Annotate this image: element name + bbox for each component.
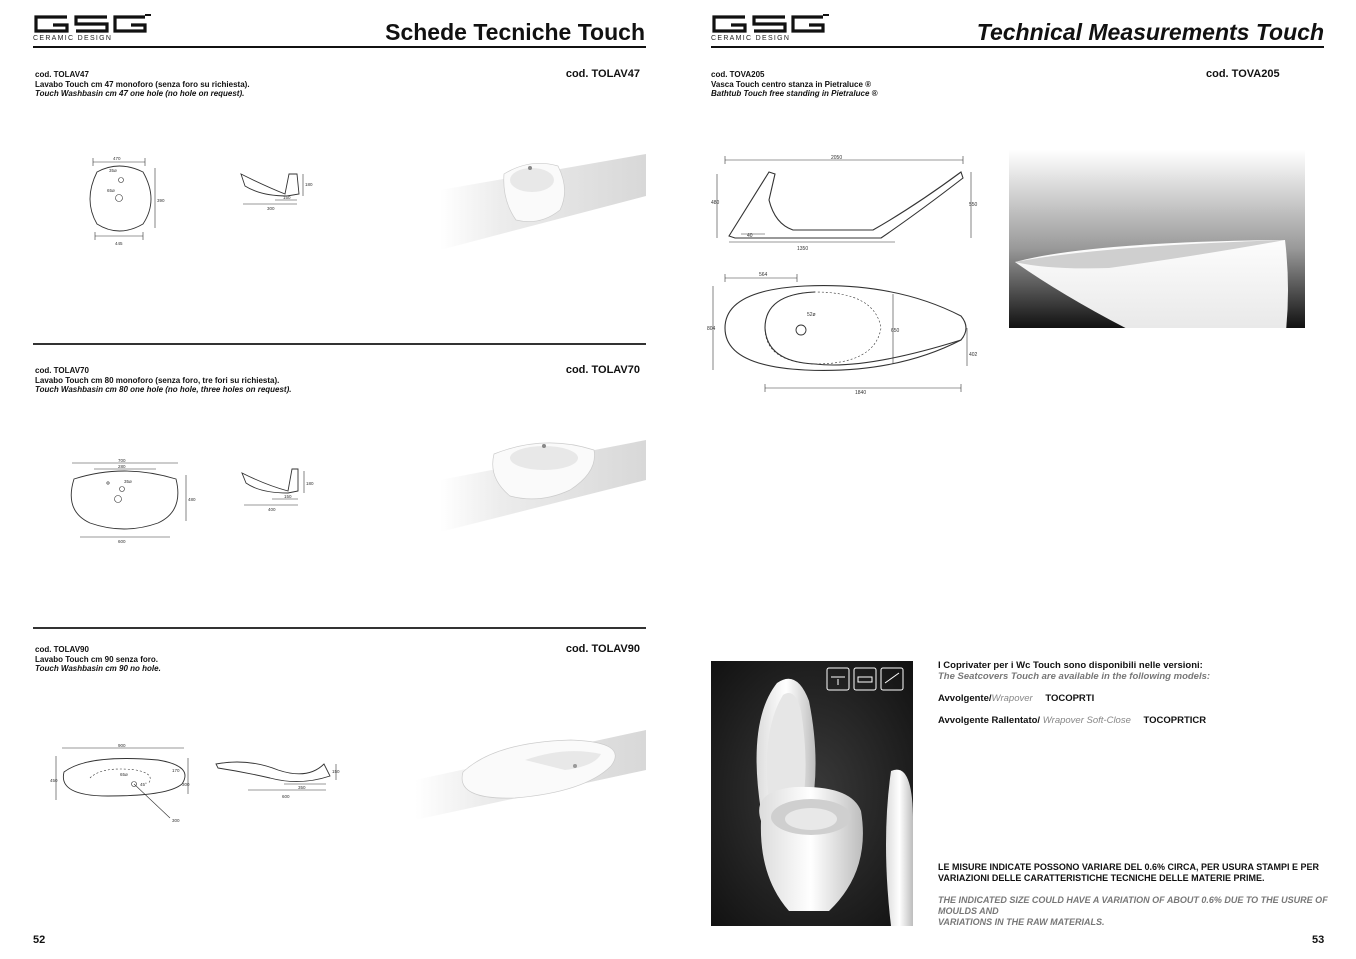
dim-top-w: 564 <box>759 272 768 278</box>
option-label-en: Wrapover <box>991 693 1033 704</box>
dim-r1: 170 <box>172 768 180 773</box>
page-title-right: Technical Measurements Touch <box>976 19 1324 45</box>
brand-tagline: CERAMIC DESIGN <box>711 35 791 42</box>
dim-top: 470 <box>113 156 121 161</box>
product-desc-en: Bathtub Touch free standing in Pietraluce ® <box>711 89 878 98</box>
option-label-en: Wrapover Soft-Close <box>1042 715 1131 726</box>
option-code: TOCOPRTI <box>1045 693 1095 704</box>
photo-tolav90 <box>415 720 646 820</box>
dim-side-w2: 400 <box>268 507 276 512</box>
page-title-left: Schede Tecniche Touch <box>385 19 645 45</box>
product-code: cod. TOLAV90 <box>35 645 89 654</box>
seatcover-info <box>938 660 1328 726</box>
dim-h-left: 480 <box>711 200 720 206</box>
dim-side-w1: 150 <box>283 195 291 200</box>
dim-side-w2: 300 <box>267 206 275 211</box>
dim-diag: 300 <box>172 818 180 823</box>
dim-top: 700 <box>118 458 126 463</box>
dim-height: 390 <box>157 198 165 203</box>
photo-tolav47 <box>440 150 646 250</box>
product-info-tova205 <box>711 70 878 99</box>
dim-top2: 280 <box>118 464 126 469</box>
disclaimer-it: LE MISURE INDICATE POSSONO VARIARE DEL 0.6% CIRCA, PER USURA STAMPI E PER VARIAZIONI DELLE CARATTERISTICHE TECNICHE DELLE MATERIE PRIME. <box>938 862 1320 883</box>
product-code-right: cod. TOLAV70 <box>565 364 640 376</box>
drawing-tolav47 <box>75 150 335 250</box>
dim-height: 480 <box>188 497 196 502</box>
product-info-tolav47 <box>35 70 250 99</box>
header-rule-left <box>33 46 646 48</box>
option-label-it: Avvolgente/ <box>938 693 992 704</box>
dim-width: 804 <box>707 326 716 332</box>
product-info-tolav70 <box>35 366 291 395</box>
product-code: cod. TOVA205 <box>711 70 765 79</box>
product-desc-it: Lavabo Touch cm 80 monoforo (senza foro, tre fori su richiesta). <box>35 375 280 385</box>
product-desc-it: Lavabo Touch cm 90 senza foro. <box>35 654 158 664</box>
dim-r2: 300 <box>182 782 190 787</box>
dim-left: 450 <box>50 778 58 783</box>
product-info-tolav90 <box>35 645 161 674</box>
dim-bottom: 600 <box>118 539 126 544</box>
product-desc-it: Vasca Touch centro stanza in Pietraluce ® <box>711 79 872 89</box>
drawing-tolav90 <box>48 742 348 824</box>
photo-tova205 <box>1009 150 1305 328</box>
dim-drain: 52ø <box>807 312 816 318</box>
product-desc-it: Lavabo Touch cm 47 monoforo (senza foro su richiesta). <box>35 79 250 89</box>
drawing-tova205 <box>705 150 985 400</box>
product-code: cod. TOLAV70 <box>35 366 89 375</box>
product-code-right: cod. TOVA205 <box>1206 68 1280 80</box>
dim-foot: 40 <box>747 233 753 239</box>
dim-length: 2050 <box>831 155 843 161</box>
dim-bottom: 445 <box>115 241 123 246</box>
dim-side-h: 180 <box>306 481 314 486</box>
brand-tagline: CERAMIC DESIGN <box>33 35 113 42</box>
dim-side-w1: 350 <box>298 785 306 790</box>
dim-hole: 65ø <box>120 772 128 777</box>
photo-seatcover <box>711 661 913 926</box>
page-number-right: 53 <box>1312 934 1325 946</box>
drawing-tolav70 <box>60 455 330 550</box>
gsg-logo-left <box>33 14 151 44</box>
seatcover-heading-en: The Seatcovers Touch are available in the following models: <box>938 671 1211 682</box>
disclaimer-en-2: VARIATIONS IN THE RAW MATERIALS. <box>938 917 1105 927</box>
dim-inner-len: 1840 <box>855 390 867 396</box>
seatcover-option-2 <box>938 715 1328 726</box>
product-desc-en: Touch Washbasin cm 90 no hole. <box>35 664 161 673</box>
gsg-logo-mark <box>33 14 151 34</box>
section-divider-1 <box>33 343 646 345</box>
dim-h-right: 550 <box>969 202 978 208</box>
dim-side-h: 180 <box>305 182 313 187</box>
gsg-logo-mark <box>711 14 829 34</box>
dim-side-w2: 600 <box>282 794 290 799</box>
dim-drain: 65ø <box>107 188 115 193</box>
option-code: TOCOPRTICR <box>1143 715 1207 726</box>
page-number-left: 52 <box>33 934 46 946</box>
dim-angle: 45° <box>140 782 147 787</box>
photo-tolav70 <box>440 432 646 532</box>
dim-r: 402 <box>969 352 978 358</box>
option-label-it: Avvolgente Rallentato/ <box>938 715 1041 726</box>
product-code-right: cod. TOLAV47 <box>565 68 640 80</box>
seatcover-heading-it: I Coprivater per i Wc Touch sono disponibili nelle versioni: <box>938 660 1203 671</box>
product-code-right: cod. TOLAV90 <box>565 643 640 655</box>
dim-hole: 35ø <box>109 168 117 173</box>
section-divider-2 <box>33 627 646 629</box>
dim-top: 900 <box>118 743 126 748</box>
product-desc-en: Touch Washbasin cm 47 one hole (no hole on request). <box>35 89 245 98</box>
dim-side-h: 150 <box>332 769 340 774</box>
dim-hole: 35ø <box>124 479 132 484</box>
dim-base: 1350 <box>797 246 809 252</box>
dim-side-w1: 150 <box>284 494 292 499</box>
seatcover-option-1 <box>938 693 1328 704</box>
gsg-logo-right <box>711 14 829 44</box>
disclaimer-en-1: THE INDICATED SIZE COULD HAVE A VARIATION OF ABOUT 0.6% DUE TO THE USURE OF MOULDS AND <box>938 895 1328 916</box>
dim-inner: 650 <box>891 328 900 334</box>
product-desc-en: Touch Washbasin cm 80 one hole (no hole, three holes on request). <box>35 385 292 394</box>
product-code: cod. TOLAV47 <box>35 70 89 79</box>
disclaimer <box>938 862 1328 928</box>
header-rule-right <box>711 46 1324 48</box>
